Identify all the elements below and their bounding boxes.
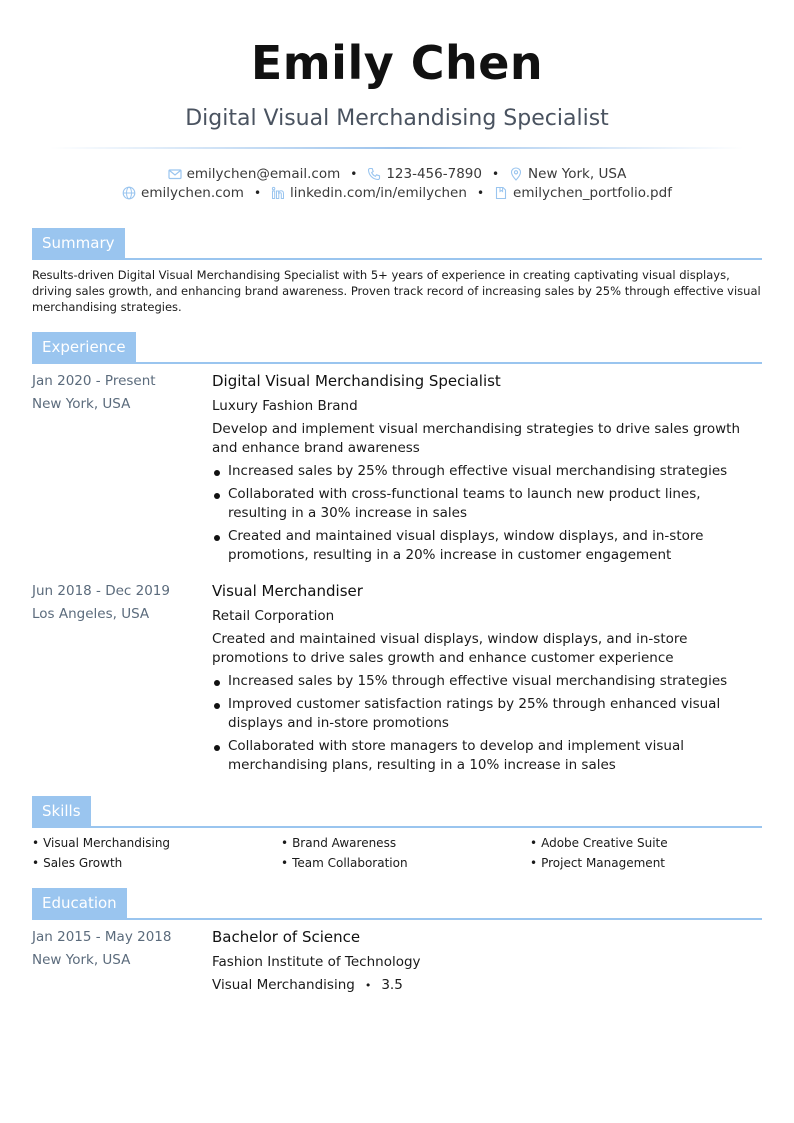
separator-dot: • [350, 167, 358, 181]
major-gpa-line [212, 976, 762, 995]
linkedin-text: linkedin.com/in/emilychen [290, 185, 467, 201]
job-description: Develop and implement visual merchandising strategies to drive sales growth and enhance brand awareness [212, 421, 741, 456]
job-location: New York, USA [32, 396, 131, 412]
location-text: New York, USA [528, 166, 627, 182]
separator-dot: • [491, 167, 500, 181]
degree: Bachelor of Science [212, 928, 361, 946]
document-icon [494, 186, 508, 200]
candidate-name: Emily Chen [250, 36, 544, 90]
mail-icon [168, 167, 182, 181]
contact-linkedin[interactable] [271, 185, 467, 201]
skills-heading: Skills [32, 796, 91, 826]
email-text: emilychen@email.com [186, 166, 341, 182]
job-title: Digital Visual Merchandising Specialist [185, 106, 609, 131]
linkedin-icon [271, 186, 285, 200]
job-description: Created and maintained visual displays, window displays, and in-store promotions to drive sales growth and enhance customer experience [212, 631, 688, 666]
contact-email[interactable] [168, 166, 341, 182]
separator-dot: • [253, 186, 262, 200]
major: Visual Merchandising [212, 977, 355, 993]
contact-row-secondary [0, 185, 794, 201]
summary-text: Results-driven Digital Visual Merchandising Specialist with 5+ years of experience in creating captivating visual displays, driving sales growth, and enhancing brand awareness. Proven track record of increasing sales by 25% through effective visual merchandising strategies. [32, 268, 761, 314]
summary-heading: Summary [32, 228, 125, 258]
globe-icon [122, 186, 136, 200]
achievement-item: Collaborated with store managers to develop and implement visual merchandising plans, resulting in a 10% increase in sales [212, 737, 762, 775]
gpa: 3.5 [381, 977, 403, 993]
contact-phone[interactable] [367, 166, 482, 182]
skill-item: • Adobe Creative Suite [530, 836, 668, 850]
achievement-item: Improved customer satisfaction ratings by 25% through enhanced visual displays and in-store promotions [212, 695, 762, 733]
experience-section-header [32, 332, 762, 364]
achievement-item: Collaborated with cross-functional teams to launch new product lines, resulting in a 30% increase in sales [212, 485, 762, 523]
contact-website[interactable] [122, 185, 244, 201]
education-dates: Jan 2015 - May 2018 [32, 929, 172, 945]
school: Fashion Institute of Technology [212, 954, 421, 970]
phone-icon [367, 167, 381, 181]
education-location: New York, USA [32, 952, 131, 968]
achievement-item: Increased sales by 25% through effective visual merchandising strategies [212, 462, 762, 481]
skills-section-header [32, 796, 762, 828]
skill-item: • Sales Growth [32, 856, 122, 870]
job-company: Luxury Fashion Brand [212, 398, 358, 414]
achievement-item: Increased sales by 15% through effective visual merchandising strategies [212, 672, 762, 691]
phone-text: 123-456-7890 [386, 166, 482, 182]
job-achievements [212, 672, 762, 775]
education-heading: Education [32, 888, 127, 918]
job-dates: Jan 2020 - Present [32, 373, 156, 389]
achievement-item: Created and maintained visual displays, window displays, and in-store promotions, resulting in a 20% increase in customer engagement [212, 527, 762, 565]
separator-dot: • [364, 979, 372, 992]
job-dates: Jun 2018 - Dec 2019 [32, 583, 170, 599]
title-divider [50, 147, 744, 149]
summary-section-header [32, 228, 762, 260]
job-role: Digital Visual Merchandising Specialist [212, 372, 501, 390]
experience-heading: Experience [32, 332, 136, 362]
contact-row-primary [0, 166, 794, 182]
job-company: Retail Corporation [212, 608, 335, 624]
job-achievements [212, 462, 762, 565]
skill-item: • Project Management [530, 856, 665, 870]
separator-dot: • [476, 186, 485, 200]
website-text: emilychen.com [141, 185, 244, 201]
education-section-header [32, 888, 762, 920]
skill-item: • Brand Awareness [281, 836, 396, 850]
skill-item: • Visual Merchandising [32, 836, 170, 850]
contact-portfolio[interactable] [494, 185, 672, 201]
location-pin-icon [509, 167, 523, 181]
portfolio-text: emilychen_portfolio.pdf [513, 185, 672, 201]
job-location: Los Angeles, USA [32, 606, 150, 622]
contact-location [509, 166, 626, 182]
job-role: Visual Merchandiser [212, 582, 363, 600]
skill-item: • Team Collaboration [281, 856, 408, 870]
